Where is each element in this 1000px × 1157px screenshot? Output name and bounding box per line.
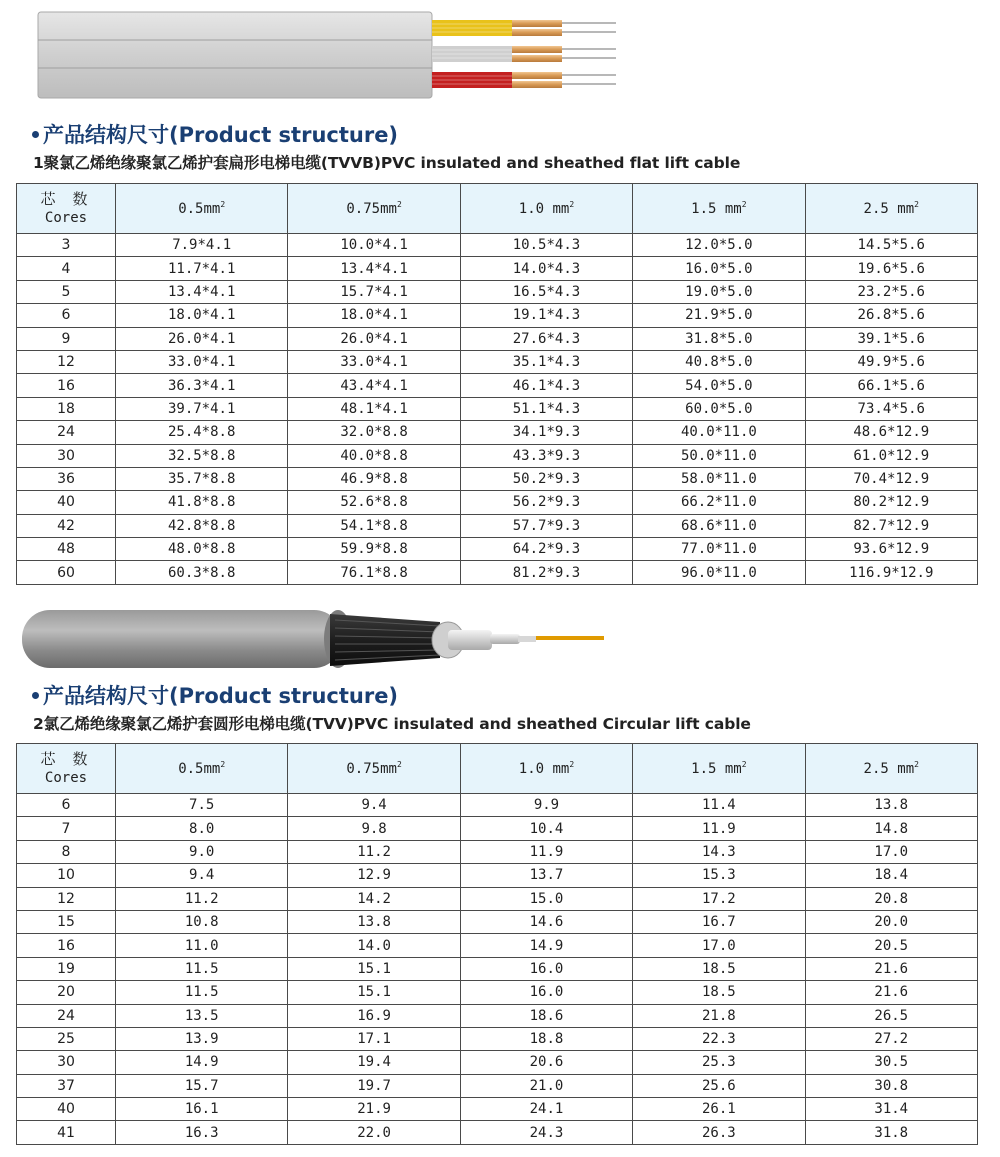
dimension-cell: 21.9: [288, 1098, 460, 1121]
table-row: [17, 374, 978, 397]
column-header-size: [633, 184, 805, 234]
cores-cell: 10: [17, 864, 116, 887]
cores-label-zh: 芯 数: [40, 189, 92, 208]
column-header-cores: [17, 184, 116, 234]
size-value: 1.0 mm: [518, 761, 570, 777]
flat-cable-illustration: [0, 0, 640, 110]
dimension-cell: 31.8*5.0: [633, 327, 805, 350]
cores-cell: 8: [17, 840, 116, 863]
dimension-cell: 25.4*8.8: [116, 421, 288, 444]
cores-cell: 25: [17, 1027, 116, 1050]
table-row: [17, 491, 978, 514]
column-header-cores: [17, 744, 116, 794]
dimension-cell: 26.0*4.1: [288, 327, 460, 350]
cores-cell: 7: [17, 817, 116, 840]
dimension-cell: 13.8: [805, 794, 977, 817]
table-row: [17, 514, 978, 537]
dimension-cell: 50.0*11.0: [633, 444, 805, 467]
cores-label-zh: 芯 数: [40, 749, 92, 768]
table-row: [17, 981, 978, 1004]
dimension-cell: 23.2*5.6: [805, 280, 977, 303]
dimension-cell: 14.5*5.6: [805, 234, 977, 257]
dimension-cell: 40.0*8.8: [288, 444, 460, 467]
cores-cell: 12: [17, 350, 116, 373]
dimension-cell: 10.4: [460, 817, 632, 840]
cores-cell: 40: [17, 1098, 116, 1121]
table-row: [17, 1121, 978, 1144]
size-exponent: 2: [914, 760, 919, 769]
dimension-cell: 24.1: [460, 1098, 632, 1121]
cores-cell: 19: [17, 957, 116, 980]
size-exponent: 2: [396, 200, 402, 209]
table-row: [17, 887, 978, 910]
cores-cell: 5: [17, 280, 116, 303]
dimension-cell: 93.6*12.9: [805, 538, 977, 561]
size-value: 0.75mm: [346, 761, 397, 777]
dimension-cell: 61.0*12.9: [805, 444, 977, 467]
dimension-cell: 17.0: [633, 934, 805, 957]
cores-label-en: Cores: [44, 209, 88, 226]
dimension-cell: 16.5*4.3: [460, 280, 632, 303]
dimension-cell: 16.0*5.0: [633, 257, 805, 280]
table-row: [17, 444, 978, 467]
dimension-cell: 26.1: [633, 1098, 805, 1121]
dimension-cell: 50.2*9.3: [460, 467, 632, 490]
table-header-row: [17, 184, 978, 234]
dimension-cell: 17.1: [288, 1027, 460, 1050]
dimension-cell: 31.4: [805, 1098, 977, 1121]
dimension-cell: 13.4*4.1: [116, 280, 288, 303]
dimension-cell: 16.0: [460, 981, 632, 1004]
cores-cell: 4: [17, 257, 116, 280]
cores-cell: 24: [17, 1004, 116, 1027]
table-row: [17, 1051, 978, 1074]
dimension-cell: 54.1*8.8: [288, 514, 460, 537]
size-exponent: 2: [914, 200, 919, 209]
dimension-cell: 64.2*9.3: [460, 538, 632, 561]
dimension-cell: 13.5: [116, 1004, 288, 1027]
cores-cell: 6: [17, 304, 116, 327]
dimension-cell: 35.1*4.3: [460, 350, 632, 373]
dimension-cell: 20.0: [805, 910, 977, 933]
size-value: 1.0 mm: [518, 201, 570, 217]
cores-label-en: Cores: [44, 769, 88, 786]
dimension-cell: 35.7*8.8: [116, 467, 288, 490]
dimension-cell: 49.9*5.6: [805, 350, 977, 373]
dimension-cell: 46.9*8.8: [288, 467, 460, 490]
dimension-cell: 80.2*12.9: [805, 491, 977, 514]
size-exponent: 2: [741, 760, 747, 769]
cores-cell: 41: [17, 1121, 116, 1144]
table-row: [17, 538, 978, 561]
dimension-cell: 13.8: [288, 910, 460, 933]
dimension-cell: 11.7*4.1: [116, 257, 288, 280]
dimension-cell: 32.0*8.8: [288, 421, 460, 444]
cores-cell: 16: [17, 934, 116, 957]
dimension-cell: 34.1*9.3: [460, 421, 632, 444]
cores-cell: 6: [17, 794, 116, 817]
dimension-cell: 18.8: [460, 1027, 632, 1050]
dimension-cell: 10.5*4.3: [460, 234, 632, 257]
dimension-cell: 15.1: [288, 957, 460, 980]
cores-cell: 36: [17, 467, 116, 490]
cores-cell: 42: [17, 514, 116, 537]
table-row: [17, 794, 978, 817]
table-row: [17, 1074, 978, 1097]
dimension-cell: 39.1*5.6: [805, 327, 977, 350]
dimension-cell: 13.7: [460, 864, 632, 887]
size-value: 1.5 mm: [691, 201, 742, 217]
table-row: [17, 327, 978, 350]
dimension-cell: 66.1*5.6: [805, 374, 977, 397]
dimension-cell: 32.5*8.8: [116, 444, 288, 467]
dimension-cell: 8.0: [116, 817, 288, 840]
dimension-cell: 30.5: [805, 1051, 977, 1074]
section-title: 产品结构尺寸(Product structure): [32, 119, 398, 149]
table-row: [17, 350, 978, 373]
dimension-cell: 11.9: [460, 840, 632, 863]
dimension-cell: 77.0*11.0: [633, 538, 805, 561]
dimension-cell: 20.6: [460, 1051, 632, 1074]
round-cable-table: [16, 743, 978, 1145]
table-header-row: [17, 744, 978, 794]
table-row: [17, 561, 978, 584]
section-title: 产品结构尺寸(Product structure): [32, 680, 398, 710]
dimension-cell: 16.9: [288, 1004, 460, 1027]
cores-cell: 30: [17, 444, 116, 467]
dimension-cell: 18.0*4.1: [116, 304, 288, 327]
dimension-cell: 22.3: [633, 1027, 805, 1050]
table-row: [17, 1098, 978, 1121]
dimension-cell: 70.4*12.9: [805, 467, 977, 490]
dimension-cell: 19.7: [288, 1074, 460, 1097]
table-row: [17, 817, 978, 840]
dimension-cell: 11.5: [116, 981, 288, 1004]
dimension-cell: 9.4: [116, 864, 288, 887]
column-header-size: [288, 744, 460, 794]
column-header-size: [805, 184, 977, 234]
size-value: 2.5 mm: [863, 201, 915, 217]
size-exponent: 2: [569, 200, 575, 209]
cores-cell: 3: [17, 234, 116, 257]
size-exponent: 2: [396, 760, 402, 769]
dimension-cell: 7.9*4.1: [116, 234, 288, 257]
cores-cell: 15: [17, 910, 116, 933]
dimension-cell: 21.9*5.0: [633, 304, 805, 327]
dimension-cell: 18.4: [805, 864, 977, 887]
dimension-cell: 21.6: [805, 981, 977, 1004]
dimension-cell: 7.5: [116, 794, 288, 817]
round-cable-illustration: [0, 600, 640, 675]
dimension-cell: 19.4: [288, 1051, 460, 1074]
table-row: [17, 467, 978, 490]
table-row: [17, 934, 978, 957]
dimension-cell: 48.1*4.1: [288, 397, 460, 420]
dimension-cell: 14.3: [633, 840, 805, 863]
table-row: [17, 910, 978, 933]
dimension-cell: 14.2: [288, 887, 460, 910]
dimension-cell: 18.6: [460, 1004, 632, 1027]
cores-cell: 12: [17, 887, 116, 910]
dimension-cell: 48.0*8.8: [116, 538, 288, 561]
dimension-cell: 22.0: [288, 1121, 460, 1144]
table-row: [17, 864, 978, 887]
dimension-cell: 43.4*4.1: [288, 374, 460, 397]
cores-cell: 24: [17, 421, 116, 444]
dimension-cell: 16.1: [116, 1098, 288, 1121]
dimension-cell: 116.9*12.9: [805, 561, 977, 584]
table-row: [17, 304, 978, 327]
dimension-cell: 58.0*11.0: [633, 467, 805, 490]
dimension-cell: 14.9: [116, 1051, 288, 1074]
dimension-cell: 27.6*4.3: [460, 327, 632, 350]
dimension-cell: 16.0: [460, 957, 632, 980]
cores-cell: 18: [17, 397, 116, 420]
dimension-cell: 24.3: [460, 1121, 632, 1144]
dimension-cell: 25.6: [633, 1074, 805, 1097]
dimension-cell: 66.2*11.0: [633, 491, 805, 514]
dimension-cell: 52.6*8.8: [288, 491, 460, 514]
dimension-cell: 16.7: [633, 910, 805, 933]
dimension-cell: 9.4: [288, 794, 460, 817]
size-value: 0.5mm: [178, 761, 221, 777]
column-header-size: [633, 744, 805, 794]
dimension-cell: 15.1: [288, 981, 460, 1004]
size-value: 2.5 mm: [863, 761, 915, 777]
dimension-cell: 14.0: [288, 934, 460, 957]
dimension-cell: 12.9: [288, 864, 460, 887]
size-value: 0.5mm: [178, 201, 221, 217]
table-row: [17, 234, 978, 257]
cores-cell: 37: [17, 1074, 116, 1097]
size-value: 1.5 mm: [691, 761, 742, 777]
table-row: [17, 397, 978, 420]
bullet-icon: [32, 692, 39, 699]
dimension-cell: 40.8*5.0: [633, 350, 805, 373]
dimension-cell: 82.7*12.9: [805, 514, 977, 537]
dimension-cell: 18.0*4.1: [288, 304, 460, 327]
dimension-cell: 76.1*8.8: [288, 561, 460, 584]
dimension-cell: 81.2*9.3: [460, 561, 632, 584]
cores-cell: 40: [17, 491, 116, 514]
column-header-size: [116, 744, 288, 794]
cores-cell: 48: [17, 538, 116, 561]
dimension-cell: 41.8*8.8: [116, 491, 288, 514]
dimension-cell: 15.7*4.1: [288, 280, 460, 303]
dimension-cell: 19.1*4.3: [460, 304, 632, 327]
dimension-cell: 59.9*8.8: [288, 538, 460, 561]
dimension-cell: 68.6*11.0: [633, 514, 805, 537]
dimension-cell: 21.8: [633, 1004, 805, 1027]
dimension-cell: 46.1*4.3: [460, 374, 632, 397]
dimension-cell: 11.4: [633, 794, 805, 817]
dimension-cell: 27.2: [805, 1027, 977, 1050]
dimension-cell: 57.7*9.3: [460, 514, 632, 537]
table-row: [17, 957, 978, 980]
dimension-cell: 10.0*4.1: [288, 234, 460, 257]
cores-cell: 9: [17, 327, 116, 350]
column-header-size: [460, 744, 632, 794]
dimension-cell: 19.6*5.6: [805, 257, 977, 280]
dimension-cell: 10.8: [116, 910, 288, 933]
dimension-cell: 9.9: [460, 794, 632, 817]
dimension-cell: 17.0: [805, 840, 977, 863]
dimension-cell: 26.5: [805, 1004, 977, 1027]
dimension-cell: 60.0*5.0: [633, 397, 805, 420]
dimension-cell: 11.0: [116, 934, 288, 957]
size-exponent: 2: [220, 760, 226, 769]
dimension-cell: 26.0*4.1: [116, 327, 288, 350]
cores-cell: 30: [17, 1051, 116, 1074]
table-row: [17, 280, 978, 303]
dimension-cell: 13.9: [116, 1027, 288, 1050]
cores-cell: 16: [17, 374, 116, 397]
dimension-cell: 17.2: [633, 887, 805, 910]
dimension-cell: 18.5: [633, 981, 805, 1004]
dimension-cell: 15.7: [116, 1074, 288, 1097]
dimension-cell: 20.5: [805, 934, 977, 957]
dimension-cell: 20.8: [805, 887, 977, 910]
dimension-cell: 60.3*8.8: [116, 561, 288, 584]
cores-cell: 20: [17, 981, 116, 1004]
column-header-size: [116, 184, 288, 234]
dimension-cell: 21.6: [805, 957, 977, 980]
dimension-cell: 36.3*4.1: [116, 374, 288, 397]
size-exponent: 2: [741, 200, 747, 209]
dimension-cell: 9.0: [116, 840, 288, 863]
dimension-cell: 96.0*11.0: [633, 561, 805, 584]
dimension-cell: 26.8*5.6: [805, 304, 977, 327]
dimension-cell: 31.8: [805, 1121, 977, 1144]
dimension-cell: 30.8: [805, 1074, 977, 1097]
dimension-cell: 14.6: [460, 910, 632, 933]
size-exponent: 2: [220, 200, 226, 209]
dimension-cell: 48.6*12.9: [805, 421, 977, 444]
table-row: [17, 1027, 978, 1050]
dimension-cell: 14.0*4.3: [460, 257, 632, 280]
table-row: [17, 1004, 978, 1027]
size-exponent: 2: [569, 760, 575, 769]
dimension-cell: 56.2*9.3: [460, 491, 632, 514]
dimension-cell: 42.8*8.8: [116, 514, 288, 537]
dimension-cell: 15.0: [460, 887, 632, 910]
dimension-cell: 11.9: [633, 817, 805, 840]
dimension-cell: 12.0*5.0: [633, 234, 805, 257]
dimension-cell: 54.0*5.0: [633, 374, 805, 397]
dimension-cell: 13.4*4.1: [288, 257, 460, 280]
dimension-cell: 43.3*9.3: [460, 444, 632, 467]
dimension-cell: 33.0*4.1: [116, 350, 288, 373]
dimension-cell: 11.2: [116, 887, 288, 910]
dimension-cell: 9.8: [288, 817, 460, 840]
dimension-cell: 40.0*11.0: [633, 421, 805, 444]
column-header-size: [805, 744, 977, 794]
dimension-cell: 15.3: [633, 864, 805, 887]
dimension-cell: 14.9: [460, 934, 632, 957]
dimension-cell: 25.3: [633, 1051, 805, 1074]
dimension-cell: 26.3: [633, 1121, 805, 1144]
dimension-cell: 18.5: [633, 957, 805, 980]
dimension-cell: 73.4*5.6: [805, 397, 977, 420]
column-header-size: [460, 184, 632, 234]
dimension-cell: 21.0: [460, 1074, 632, 1097]
dimension-cell: 11.2: [288, 840, 460, 863]
flat-cable-table: [16, 183, 978, 585]
dimension-cell: 19.0*5.0: [633, 280, 805, 303]
dimension-cell: 11.5: [116, 957, 288, 980]
dimension-cell: 16.3: [116, 1121, 288, 1144]
bullet-icon: [32, 131, 39, 138]
dimension-cell: 33.0*4.1: [288, 350, 460, 373]
table-row: [17, 421, 978, 444]
dimension-cell: 14.8: [805, 817, 977, 840]
table-row: [17, 840, 978, 863]
section-subtitle: 1聚氯乙烯绝缘聚氯乙烯护套扁形电梯电缆(TVVB)PVC insulated and sheathed flat lift cable: [33, 154, 741, 172]
section-subtitle: 2氯乙烯绝缘聚氯乙烯护套圆形电梯电缆(TVV)PVC insulated and sheathed Circular lift cable: [33, 715, 751, 733]
dimension-cell: 39.7*4.1: [116, 397, 288, 420]
dimension-cell: 51.1*4.3: [460, 397, 632, 420]
cores-cell: 60: [17, 561, 116, 584]
size-value: 0.75mm: [346, 201, 397, 217]
column-header-size: [288, 184, 460, 234]
table-row: [17, 257, 978, 280]
